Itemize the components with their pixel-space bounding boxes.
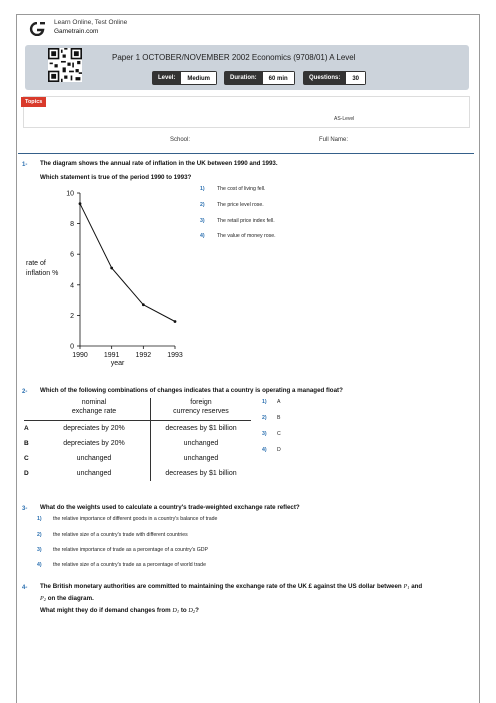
question-4-line2-text: on the diagram. [47, 595, 94, 602]
topic-item[interactable]: AS-Level [334, 116, 355, 122]
y-tick-label: 0 [70, 343, 74, 351]
d1-symbol [172, 607, 179, 614]
q2-option-3-text[interactable]: C [277, 431, 281, 437]
y-tick-label: 2 [70, 312, 74, 320]
questions-label: Questions: [303, 71, 346, 85]
p1-base: P [403, 583, 408, 590]
q1-option-4-number[interactable]: 4) [200, 233, 205, 239]
q1-option-3-text[interactable]: The retail price index fell. [217, 218, 275, 224]
col-header-reserves-line2: currency reserves [173, 408, 229, 415]
y-tick-label: 6 [70, 251, 74, 259]
d1-base: D [172, 607, 177, 614]
header-divider [18, 153, 474, 154]
y-tick-label: 10 [66, 190, 74, 198]
q1-option-2-text[interactable]: The price level rose. [217, 202, 264, 208]
col-header-reserves [151, 398, 252, 419]
col-header-exchange-rate-line2: exchange rate [71, 408, 117, 415]
question-3-stem: What do the weights used to calculate a country's trade-weighted exchange rate reflect? [40, 504, 300, 511]
questions-chip [303, 71, 366, 85]
q1-option-1-text[interactable]: The cost of living fell. [217, 186, 266, 192]
q2-option-2-number[interactable]: 2) [262, 415, 267, 421]
question-1-stem: The diagram shows the annual rate of inflation in the UK between 1990 and 1993. [40, 160, 278, 167]
p2-base: P [40, 595, 44, 602]
row-reserves: unchanged [183, 455, 219, 462]
q1-option-1-number[interactable]: 1) [200, 186, 205, 192]
d2-base: D [188, 607, 193, 614]
question-2-number: 2- [22, 389, 28, 395]
q3-option-3-number[interactable]: 3) [37, 547, 42, 553]
table-row [24, 451, 251, 466]
level-chip [152, 71, 217, 85]
question-4-qmark: ? [195, 607, 199, 614]
row-key: B [24, 440, 29, 447]
p2-subscript: 2 [43, 597, 47, 602]
col-header-exchange-rate-line1: nominal [81, 399, 107, 406]
full-name-label: Full Name: [319, 137, 349, 143]
row-key: C [24, 455, 29, 462]
q2-option-1-text[interactable]: A [277, 399, 281, 405]
duration-chip [224, 71, 295, 85]
q3-option-4-number[interactable]: 4) [37, 562, 42, 568]
x-tick-label: 1992 [135, 352, 152, 359]
question-4-to: to [180, 607, 187, 614]
row-reserves: decreases by $1 billion [165, 425, 237, 432]
row-exchange-rate: depreciates by 20% [38, 436, 151, 451]
question-4-line3-text: What might they do if demand changes from [40, 607, 171, 614]
inflation-point [174, 320, 177, 323]
q2-option-2-text[interactable]: B [277, 415, 281, 421]
questions-value: 30 [346, 71, 366, 85]
x-tick-label: 1990 [72, 352, 88, 359]
q2-option-1-number[interactable]: 1) [262, 399, 267, 405]
qr-code-icon [48, 48, 82, 82]
gametrain-logo-icon [28, 22, 46, 36]
inflation-point [79, 202, 82, 205]
x-tick-label: 1993 [167, 352, 183, 359]
q3-option-2-text[interactable]: the relative size of a country's trade with different countries [53, 532, 188, 538]
brand-site-link[interactable]: Gametrain.com [54, 28, 99, 35]
question-1-number: 1- [22, 162, 28, 168]
inflation-series-line [80, 204, 175, 322]
inflation-point [142, 303, 145, 306]
row-exchange-rate: depreciates by 20% [38, 421, 151, 437]
question-4-number: 4- [22, 585, 28, 591]
q3-option-3-text[interactable]: the relative importance of trade as a percentage of a country's GDP [53, 547, 208, 553]
question-3-number: 3- [22, 506, 28, 512]
q2-option-3-number[interactable]: 3) [262, 431, 267, 437]
col-header-exchange-rate [38, 398, 151, 419]
question-4-line1-text: The British monetary authorities are committed to maintaining the exchange rate of the UK £ against the US dollar between [40, 583, 402, 590]
level-label: Level: [152, 71, 181, 85]
q2-option-4-text[interactable]: D [277, 447, 281, 453]
question-4-line2 [40, 595, 94, 602]
table-row [24, 421, 251, 437]
q3-option-2-number[interactable]: 2) [37, 532, 42, 538]
inflation-chart [20, 184, 192, 374]
col-header-reserves-line1: foreign [190, 399, 212, 406]
duration-value: 60 min [263, 71, 295, 85]
question-2-stem: Which of the following combinations of changes indicates that a country is operating a managed float? [40, 387, 343, 394]
topics-tag: Topics [21, 97, 46, 107]
row-exchange-rate: unchanged [38, 466, 151, 481]
q3-option-1-number[interactable]: 1) [37, 516, 42, 522]
x-axis-label: year [110, 360, 125, 367]
d2-subscript: 2 [192, 609, 196, 614]
question-4-line3 [40, 607, 199, 614]
brand-tagline: Learn Online, Test Online [54, 19, 128, 26]
row-exchange-rate: unchanged [38, 451, 151, 466]
p1-symbol [403, 583, 409, 590]
topics-box [23, 96, 470, 128]
d1-subscript: 1 [176, 609, 180, 614]
q3-option-4-text[interactable]: the relative size of a country's trade as a percentage of world trade [53, 562, 206, 568]
q1-option-2-number[interactable]: 2) [200, 202, 205, 208]
y-axis-label-line1: rate of [26, 260, 46, 267]
x-tick-label: 1991 [103, 352, 120, 359]
question-4-and: and [411, 583, 423, 590]
managed-float-table [24, 398, 251, 481]
y-tick-label: 8 [70, 221, 74, 229]
inflation-point [110, 267, 113, 270]
p1-subscript: 1 [407, 585, 410, 590]
q1-option-4-text[interactable]: The value of money rose. [217, 233, 276, 239]
school-label: School: [170, 137, 191, 143]
row-reserves: unchanged [183, 440, 219, 447]
p2-symbol [40, 595, 46, 602]
duration-label: Duration: [224, 71, 263, 85]
table-row [24, 436, 251, 451]
question-1-prompt: Which statement is true of the period 1990 to 1993? [40, 174, 192, 181]
q1-option-3-number[interactable]: 3) [200, 218, 205, 224]
paper-title: Paper 1 OCTOBER/NOVEMBER 2002 Economics (9708/01) A Level [112, 53, 356, 62]
question-4-line1 [40, 583, 422, 590]
table-row [24, 466, 251, 481]
level-value: Medium [181, 71, 217, 85]
y-axis-label-line2: inflation % [26, 270, 59, 277]
row-key: A [24, 425, 29, 432]
q2-option-4-number[interactable]: 4) [262, 447, 267, 453]
row-reserves: decreases by $1 billion [165, 470, 237, 477]
y-tick-label: 4 [70, 282, 74, 290]
q3-option-1-text[interactable]: the relative importance of different goods in a country's balance of trade [53, 516, 218, 522]
row-key: D [24, 470, 29, 477]
